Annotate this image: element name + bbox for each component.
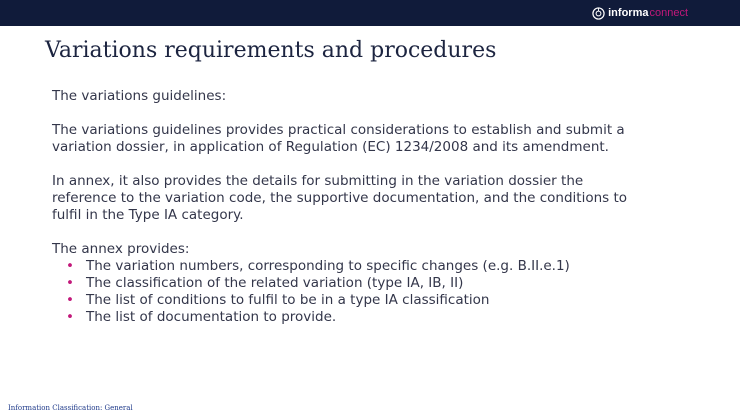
- logo-text-connect: connect: [649, 7, 688, 19]
- bullet-marker: •: [66, 258, 74, 274]
- bullet-text: The variation numbers, corresponding to specific changes (e.g. B.II.e.1): [86, 258, 570, 274]
- list-item: [52, 275, 732, 292]
- informa-logo-icon: [592, 7, 605, 20]
- paragraph-2-line-3: fulfil in the Type IA category.: [52, 207, 244, 223]
- annex-bullet-list: [52, 258, 732, 326]
- bullet-text: The list of conditions to fulfil to be in a type IA classification: [86, 292, 490, 308]
- list-item: [52, 309, 732, 326]
- paragraph-2-line-2: reference to the variation code, the supportive documentation, and the conditions to: [52, 190, 628, 206]
- header-bar: [0, 0, 740, 26]
- classification-footer: Information Classification: General: [8, 404, 133, 412]
- informa-connect-logo: [592, 5, 688, 21]
- bullet-marker: •: [66, 275, 74, 291]
- bullet-text: The classification of the related variation (type IA, IB, II): [86, 275, 464, 291]
- paragraph-1-line-2: variation dossier, in application of Regulation (EC) 1234/2008 and its amendment.: [52, 139, 609, 155]
- slide-title: Variations requirements and procedures: [45, 38, 497, 63]
- annex-intro: The annex provides:: [52, 241, 190, 257]
- list-item: [52, 292, 732, 309]
- paragraph-1-line-1: The variations guidelines provides practical considerations to establish and submit a: [52, 122, 625, 138]
- subheading: The variations guidelines:: [52, 88, 227, 104]
- logo-text-informa: informa: [608, 7, 649, 19]
- list-item: [52, 258, 732, 275]
- bullet-marker: •: [66, 309, 74, 325]
- bullet-text: The list of documentation to provide.: [86, 309, 337, 325]
- paragraph-2-line-1: In annex, it also provides the details for submitting in the variation dossier the: [52, 173, 584, 189]
- bullet-marker: •: [66, 292, 74, 308]
- slide-body: [52, 88, 732, 326]
